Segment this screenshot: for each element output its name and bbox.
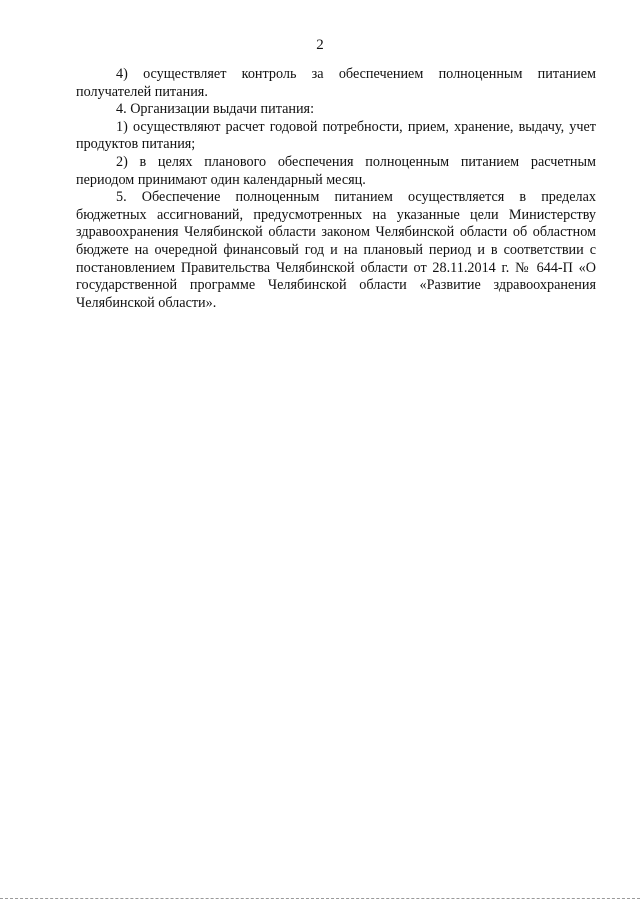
document-body [76, 66, 596, 312]
paragraph-section-5: 5. Обеспечение полноценным питанием осуществляется в пределах бюджетных ассигнований, предусмотренных на указанные цели Министерству здравоохранения Челябинской области законом Челябинской области об областном бюджете на очередной финансовый год и на плановый период и в соответствии с постановлением Правительства Челябинской области от 28.11.2014 г. № 644-П «О государственной программе Челябинской области «Развитие здравоохранения Челябинской области». [76, 189, 596, 311]
paragraph-section-4-heading: 4. Организации выдачи питания: [116, 101, 315, 118]
paragraph-item-2-subitem: 2) в целях планового обеспечения полноценным питанием расчетным периодом принимают один календарный месяц. [76, 153, 596, 188]
paragraph-item-4-subitem: 4) осуществляет контроль за обеспечением полноценным питанием получателей питания. [76, 66, 596, 100]
page-number: 2 [316, 37, 324, 53]
paragraph-item-1-subitem: 1) осуществляют расчет годовой потребности, прием, хранение, выдачу, учет продуктов питания; [76, 118, 596, 153]
scan-edge-line [0, 898, 640, 899]
